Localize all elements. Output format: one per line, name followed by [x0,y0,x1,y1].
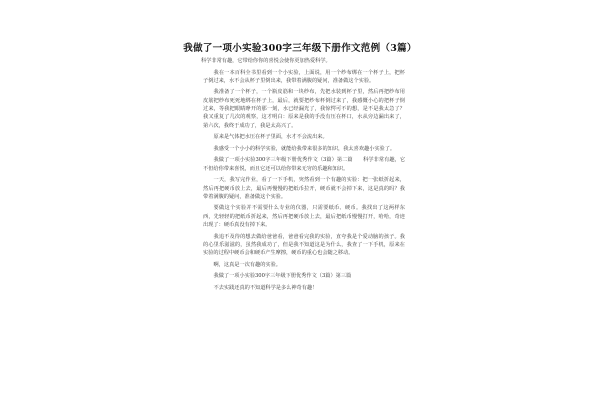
paragraph: 我做了一项小实验300字三年级下册优秀作文（3篇）第三篇 [213,273,352,280]
paragraph: 不去实践还真的不知道科学是多么神奇有趣！ [213,284,318,291]
document-body [203,57,405,296]
paragraph: 我感受一个小小的科学实验，就能给我带来很多的知识，我太喜欢趣小实验了。 [213,145,396,152]
paragraph: 原来是气体把水压在杯子里面，水才不会流出来。 [213,134,328,141]
paragraph: 要做这个实验并不需要什么专业的仪器，只需要纸币、硬币。我找出了这两样东西，先轻轻的把纸币折起来，然后再把硬币放上去，最后把纸币慢慢打开，哈哈，奇迹出现了：硬币真没有掉下来。 [203,205,405,229]
paragraph: 一天，我写完作业，看了一下手机，突然看到一个有趣的实验：把一张纸折起来，然后再把硬币放上去，最后再慢慢的把纸币拉开，硬币就不会掉下来，这是真的吗？我带着满腹的疑问，准备做这个实验。 [203,177,405,200]
paragraph: 我准备了一个杯子，一个瓶皮筋和一块纱布，先把水装到杯子里，然后再把纱布用皮筋把纱布死死地绑在杯子上，最后，就要把纱布杯倒过来了，我感慨小心的把杯子倒过来，等我把眼睛睁开的那一刻，水已经漏光了，我惊愕可不的想，是不是我太急了？我又重复了几次的观察，这才明白：原来是我的手没有压在杯口，水从旁边漏出来了，第六次，我终于成功了，我是太高兴了。 [203,89,405,129]
paragraph: 我做了一项小实验300字三年级下册优秀作文（3篇）第二篇 科学非常有趣，它不但给你带来喜悦，而且它还可以给你带来无穷的乐趣和知识。 [203,157,405,172]
paragraph: 我在一本百科全书里看到一个小实验，上面说，用一个纱布绑在一个杯子上，把杯子倒过来，水不会从杯子里倒出来，我带着满腹的疑问，准备做这个实验。 [203,69,405,84]
paragraph: 我追不及待的想去做给爸爸看，爸爸看完我的实验，直夸我是个爱动脑的孩子。我的心里乐滋滋的，虽然我成功了，但是我不知道这是为什么，我查了一下手机，原来在实验的过程中硬币会和硬币产生摩擦，硬币的重心也会随之移动。 [203,233,405,257]
paragraph: 科学非常有趣，它带给你你的喜悦会使你更加热爱科学。 [201,58,331,64]
document-title: 我做了一项小实验300字三年级下册作文范例（3篇） [183,43,417,54]
paragraph: 啊，这真是一次有趣的实验。 [213,261,281,268]
